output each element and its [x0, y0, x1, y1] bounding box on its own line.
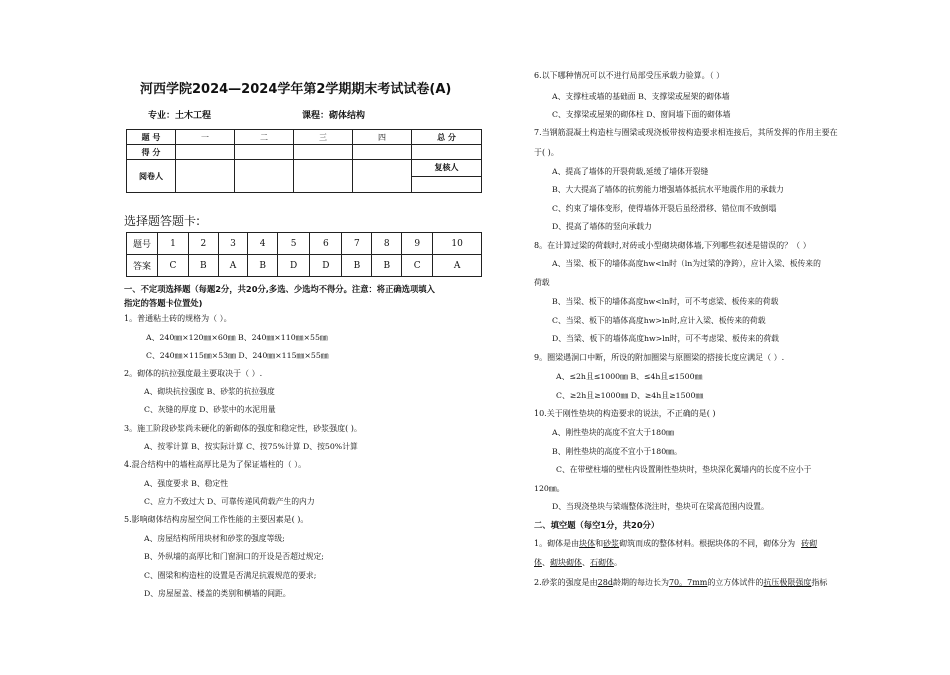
- answer-cell[interactable]: D: [278, 255, 310, 277]
- question-6: 6.以下哪种情况可以不进行局部受压承载力验算。（ ）: [534, 71, 725, 80]
- question-1-options-cd: C、240㎜×115㎜×53㎜ D、240㎜×115㎜×55㎜: [146, 351, 329, 360]
- answer-number: 3: [218, 233, 247, 255]
- question-8-option-c: C、当梁、板下的墙体高度hw>ln时,应计入梁、板传来的荷载: [552, 316, 766, 325]
- score-header-cell: 三: [294, 130, 353, 145]
- question-10: 10.关于刚性垫块的构造要求的说法，不正确的是( ): [534, 409, 716, 418]
- fill-text: 和: [595, 539, 604, 548]
- question-6-options-cd: C、支撑梁或屋架的砌体柱 D、窗间墙下面的砌体墙: [552, 110, 731, 119]
- answer-ans-label: 答案: [127, 255, 158, 277]
- question-7-line2: 于( )。: [534, 148, 559, 157]
- score-header-cell: 二: [235, 130, 294, 145]
- score-cell[interactable]: [176, 145, 235, 160]
- question-5-option-a: A、房屋结构所用块材和砂浆的强度等级;: [144, 534, 285, 543]
- answer-number: 10: [433, 233, 482, 255]
- course-label: 课程：砌体结构: [302, 111, 366, 121]
- score-header-cell: 总 分: [412, 130, 482, 145]
- fill-text: 的立方体试件的: [707, 578, 764, 587]
- score-cell[interactable]: [353, 145, 412, 160]
- fill-blank-answer[interactable]: 体: [534, 558, 542, 567]
- fill-text: 、: [582, 558, 590, 567]
- question-7-option-d: D、提高了墙体的竖向承载力: [552, 222, 652, 231]
- score-header-cell: 一: [176, 130, 235, 145]
- score-cell[interactable]: [294, 145, 353, 160]
- answer-number: 5: [278, 233, 310, 255]
- fill-text: 2.砂浆的强度是由: [534, 578, 598, 587]
- score-table-header-row: [127, 130, 482, 145]
- question-2: 2。砌体的抗拉强度最主要取决于（ ）.: [124, 369, 263, 378]
- grader-row: [127, 160, 482, 177]
- fill-question-2: [534, 577, 827, 588]
- answer-number: 6: [310, 233, 342, 255]
- grader-cell[interactable]: [294, 160, 353, 193]
- question-7-option-b: B、大大提高了墙体的抗剪能力增强墙体抵抗水平地震作用的承载力: [552, 185, 784, 194]
- section1-heading-line1: 一、不定项选择题（每题2分，共20分,多选、少选均不得分。注意：将正确选项填入: [124, 284, 435, 294]
- answer-number: 8: [372, 233, 402, 255]
- reviewer-cell[interactable]: [412, 176, 482, 193]
- answer-number: 4: [248, 233, 278, 255]
- fill-question-1-line1: [534, 538, 817, 549]
- answer-cell[interactable]: B: [372, 255, 402, 277]
- question-10-option-c-line1: C、在带壁柱墙的壁柱内设置刚性垫块时，垫块深化翼墙内的长度不应小于: [556, 465, 812, 474]
- fill-text: 1。砌体是由: [534, 539, 580, 548]
- question-10-option-d: D、当现浇垫块与梁端整体浇注时，垫块可在梁高范围内设置。: [552, 502, 769, 511]
- grader-label: 阅卷人: [127, 160, 176, 193]
- question-5-option-d: D、房屋屋盖、楼盖的类别和横墙的间距。: [144, 589, 291, 598]
- grader-cell[interactable]: [235, 160, 294, 193]
- fill-blank-answer[interactable]: 砌块砌体: [550, 558, 582, 567]
- answer-card-title: 选择题答题卡:: [124, 214, 201, 228]
- fill-blank-answer[interactable]: 抗压极限强度: [763, 578, 812, 587]
- fill-blank-answer[interactable]: 块体: [579, 539, 596, 548]
- question-9: 9。圈梁遇洞口中断，所设的附加圈梁与原圈梁的搭接长度应满足（ ）.: [534, 353, 785, 362]
- fill-text: 龄期的每边长为: [612, 578, 669, 587]
- question-1-options-ab: A、240㎜×120㎜×60㎜ B、240㎜×110㎜×55㎜: [146, 333, 328, 342]
- answer-cell[interactable]: B: [248, 255, 278, 277]
- answer-cell[interactable]: D: [310, 255, 342, 277]
- question-4: 4.混合结构中的墙柱高厚比是为了保证墙柱的（ ）。: [124, 460, 307, 469]
- fill-blank-answer[interactable]: 28d: [597, 578, 613, 587]
- fill-question-1-line2: [534, 557, 622, 568]
- question-1: 1。普通粘土砖的规格为（ ）。: [124, 314, 232, 323]
- question-5: 5.影响砌体结构房屋空间工作性能的主要因素是( )。: [124, 515, 309, 524]
- exam-title: 河西学院2024—2024学年第2学期期末考试试卷(A): [140, 82, 452, 97]
- fill-blank-answer[interactable]: 石砌体: [590, 558, 614, 567]
- answer-value-row: [127, 255, 482, 277]
- question-8-option-a-line2: 荷载: [534, 278, 550, 287]
- score-cell[interactable]: [235, 145, 294, 160]
- fill-text: 。: [614, 558, 622, 567]
- score-header-cell: 题 号: [127, 130, 176, 145]
- answer-cell[interactable]: A: [218, 255, 247, 277]
- answer-cell[interactable]: B: [342, 255, 372, 277]
- answer-number: 2: [188, 233, 218, 255]
- question-5-option-b: B、外纵墙的高厚比和门窗洞口的开设是否超过规定;: [144, 552, 324, 561]
- reviewer-label: 复核人: [412, 160, 482, 177]
- fill-blank-answer[interactable]: 砖砌: [801, 539, 818, 548]
- question-8: 8。在计算过梁的荷载时,对砖或小型砌块砌体墙,下列哪些叙述是错误的？（ ）: [534, 241, 811, 250]
- question-9-options-ab: A、≤2h且≤1000㎜ B、≤4h且≤1500㎜: [556, 372, 703, 381]
- fill-blank-answer[interactable]: 砂浆: [603, 539, 620, 548]
- score-row: [127, 145, 482, 160]
- question-4-options-cd: C、应力不致过大 D、可靠传递风荷载产生的内力: [144, 497, 315, 506]
- question-7-option-c: C、约束了墙体变形，使得墙体开裂后虽经滑移、错位而不致倒塌: [552, 204, 777, 213]
- fill-text: 、: [542, 558, 550, 567]
- score-cell[interactable]: [412, 145, 482, 160]
- question-8-option-a-line1: A、当梁、板下的墙体高度hw<ln时（ln为过梁的净跨），应计入梁、板传来的: [552, 259, 821, 268]
- answer-number: 7: [342, 233, 372, 255]
- question-8-option-b: B、当梁、板下的墙体高度hw<ln时，可不考虑梁、板传来的荷载: [552, 297, 779, 306]
- grader-cell[interactable]: [176, 160, 235, 193]
- answer-card-table: [126, 232, 482, 277]
- answer-cell[interactable]: A: [433, 255, 482, 277]
- answer-number: 9: [402, 233, 433, 255]
- fill-text: 指标: [811, 578, 828, 587]
- question-6-options-ab: A、支撑柱或墙的基础面 B、支撑梁或屋架的砌体墙: [552, 92, 730, 101]
- answer-number: 1: [158, 233, 189, 255]
- score-header-cell: 四: [353, 130, 412, 145]
- question-10-option-c-line2: 120㎜。: [534, 484, 565, 493]
- fill-text: 砌筑而成的整体材料。根据块体的不同，砌体分为: [619, 539, 796, 548]
- question-2-options-ab: A、砌块抗拉强度 B、砂浆的抗拉强度: [144, 387, 275, 396]
- major-label: 专业：土木工程: [148, 111, 212, 121]
- score-label: 得 分: [127, 145, 176, 160]
- section1-heading-line2: 指定的答题卡位置处): [124, 298, 203, 308]
- question-3-options: A、按零计算 B、按实际计算 C、按75%计算 D、按50%计算: [144, 442, 358, 451]
- question-3: 3。施工阶段砂浆尚未硬化的新砌体的强度和稳定性，砂浆强度( )。: [124, 424, 362, 433]
- section2-heading: 二、填空题（每空1分，共20分）: [534, 520, 660, 530]
- answer-number-row: [127, 233, 482, 255]
- question-9-options-cd: C、≥2h且≥1000㎜ D、≥4h且≥1500㎜: [556, 391, 704, 400]
- question-4-options-ab: A、强度要求 B、稳定性: [144, 479, 229, 488]
- fill-blank-answer[interactable]: 70。7mm: [668, 578, 708, 587]
- question-7-line1: 7.当钢筋混凝土构造柱与圈梁或现浇板带按构造要求相连接后，其所发挥的作用主要在: [534, 128, 838, 137]
- score-table: [126, 129, 482, 193]
- answer-num-label: 题号: [127, 233, 158, 255]
- answer-cell[interactable]: B: [188, 255, 218, 277]
- answer-cell[interactable]: C: [158, 255, 189, 277]
- question-10-option-b: B、刚性垫块的高度不宜小于180㎜。: [552, 447, 682, 456]
- question-5-option-c: C、圈梁和构造柱的设置是否满足抗震规范的要求;: [144, 571, 317, 580]
- answer-cell[interactable]: C: [402, 255, 433, 277]
- grader-cell[interactable]: [353, 160, 412, 193]
- question-10-option-a: A、刚性垫块的高度不宜大于180㎜: [552, 428, 674, 437]
- question-7-option-a: A、提高了墙体的开裂荷载,延缓了墙体开裂缝: [552, 167, 709, 176]
- question-2-options-cd: C、灰缝的厚度 D、砂浆中的水泥用量: [144, 405, 276, 414]
- question-8-option-d: D、当梁、板下的墙体高度hw>ln时，可不考虑梁、板传来的荷载: [552, 334, 779, 343]
